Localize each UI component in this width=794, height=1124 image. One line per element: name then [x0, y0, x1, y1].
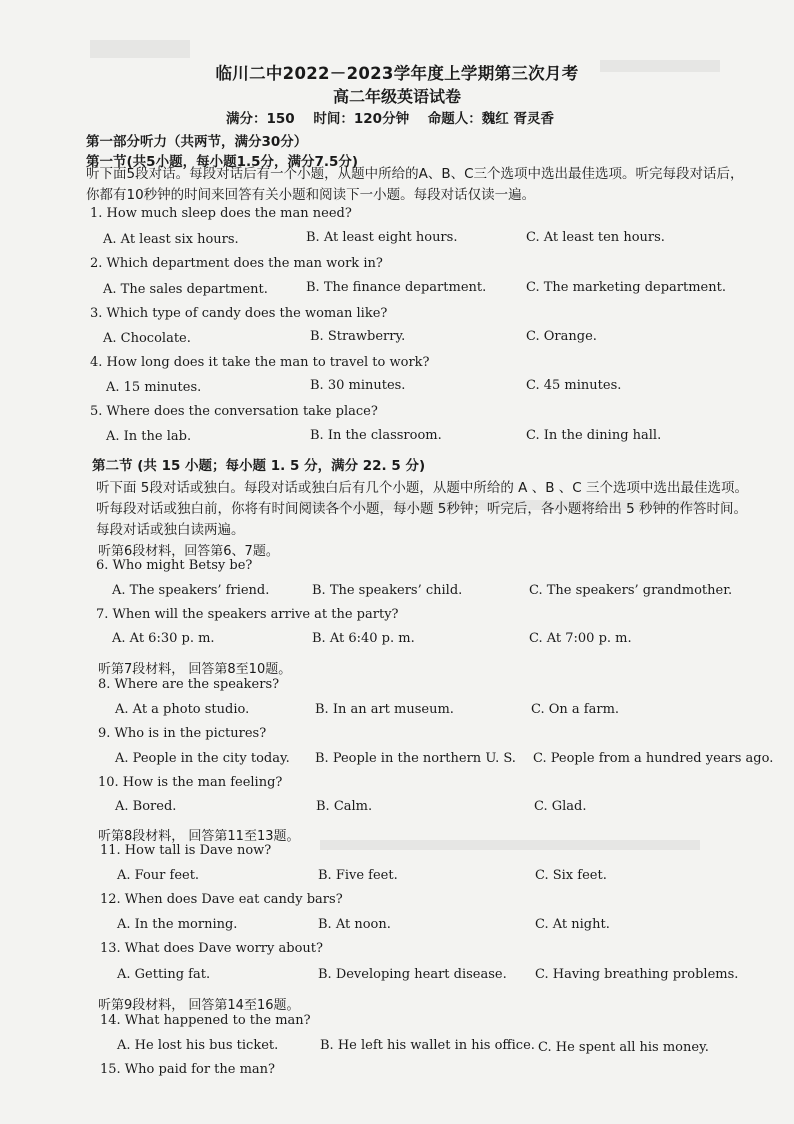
- option-c: C. Having breathing problems.: [535, 967, 739, 982]
- option-b: B. At 6:40 p. m.: [312, 631, 415, 646]
- option-c: C. Glad.: [534, 799, 587, 814]
- material-note: 听第9段材料， 回答第14至16题。: [98, 998, 300, 1013]
- option-a: A. People in the city today.: [115, 751, 290, 766]
- question-8: 8. Where are the speakers?: [98, 677, 280, 692]
- option-b: B. At least eight hours.: [306, 230, 458, 245]
- option-b: B. The speakers’ child.: [312, 583, 463, 598]
- question-9: 9. Who is in the pictures?: [98, 726, 267, 741]
- option-b: B. In the classroom.: [310, 428, 442, 443]
- question-6: 6. Who might Betsy be?: [96, 558, 253, 573]
- option-c: C. The speakers’ grandmother.: [529, 583, 733, 598]
- exam-authors: 命题人：魏红 胥灵香: [427, 111, 554, 127]
- option-a: A. At 6:30 p. m.: [112, 631, 215, 646]
- option-b: B. 30 minutes.: [310, 378, 406, 393]
- material-note: 听第7段材料， 回答第8至10题。: [98, 662, 292, 677]
- option-b: B. Developing heart disease.: [318, 967, 507, 982]
- option-c: C. Orange.: [526, 329, 597, 344]
- option-b: B. Five feet.: [318, 868, 398, 883]
- option-b: B. Calm.: [316, 799, 373, 814]
- option-c: C. At night.: [535, 917, 610, 932]
- option-a: A. At a photo studio.: [115, 702, 250, 717]
- question-14: 14. What happened to the man?: [100, 1013, 311, 1028]
- scan-smudge: [90, 40, 190, 58]
- option-b: B. People in the northern U. S.: [315, 751, 516, 766]
- option-c: C. The marketing department.: [526, 280, 726, 295]
- option-c: C. 45 minutes.: [526, 378, 622, 393]
- option-c: C. Six feet.: [535, 868, 607, 883]
- question-1: 1. How much sleep does the man need?: [90, 206, 352, 221]
- option-b: B. In an art museum.: [315, 702, 454, 717]
- option-a: A. Chocolate.: [103, 331, 191, 346]
- option-a: A. 15 minutes.: [106, 380, 202, 395]
- question-12: 12. When does Dave eat candy bars?: [100, 892, 343, 907]
- exam-time: 时间：120分钟: [313, 111, 410, 127]
- material-note: 听第8段材料， 回答第11至13题。: [98, 829, 300, 844]
- option-a: A. At least six hours.: [103, 232, 239, 247]
- section1-heading: 第一节(共5小题，每小题1.5分，满分7.5分): [86, 154, 359, 170]
- question-7: 7. When will the speakers arrive at the party?: [96, 607, 399, 622]
- option-a: A. He lost his bus ticket.: [117, 1038, 279, 1053]
- question-3: 3. Which type of candy does the woman like?: [90, 306, 388, 321]
- section2-heading: 第二节 (共 15 小题；每小题 1. 5 分，满分 22. 5 分): [92, 458, 426, 474]
- question-15: 15. Who paid for the man?: [100, 1062, 276, 1077]
- question-13: 13. What does Dave worry about?: [100, 941, 323, 956]
- exam-subtitle: 高二年级英语试卷: [332, 87, 461, 106]
- material-note: 听第6段材料，回答第6、7题。: [98, 544, 279, 559]
- option-a: A. Bored.: [115, 799, 177, 814]
- option-a: A. In the lab.: [106, 429, 192, 444]
- section2-instructions: 听下面 5段对话或独白。每段对话或独白后有几个小题，从题中所给的 A 、B 、C 三个选项中选出最佳选项。听每段对话或独白前，你将有时间阅读各个小题，每小题 5秒钟；听完后，各小题将给出 5 秒钟的作答时间。每段对话或独白读两遍。: [96, 480, 748, 538]
- option-a: A. Four feet.: [117, 868, 200, 883]
- option-b: B. Strawberry.: [310, 329, 406, 344]
- option-a: A. Getting fat.: [117, 967, 211, 982]
- question-10: 10. How is the man feeling?: [98, 775, 283, 790]
- option-a: A. The speakers’ friend.: [112, 583, 270, 598]
- question-5: 5. Where does the conversation take place?: [90, 404, 378, 419]
- option-b: B. He left his wallet in his office.: [320, 1038, 535, 1053]
- question-4: 4. How long does it take the man to travel to work?: [90, 355, 430, 370]
- option-b: B. At noon.: [318, 917, 391, 932]
- option-a: A. The sales department.: [103, 282, 268, 297]
- section1-instructions: 听下面5段对话。每段对话后有一个小题，从题中所给的A、B、C三个选项中选出最佳选项。听完每段对话后，你都有10秒钟的时间来回答有关小题和阅读下一小题。每段对话仅读一遍。: [86, 166, 744, 203]
- exam-title: 临川二中2022－2023学年度上学期第三次月考: [215, 64, 579, 83]
- option-c: C. In the dining hall.: [526, 428, 662, 443]
- exam-meta: [226, 107, 568, 127]
- question-11: 11. How tall is Dave now?: [100, 843, 272, 858]
- full-score: 满分：150: [226, 111, 295, 127]
- option-b: B. The finance department.: [306, 280, 487, 295]
- scan-smudge: [320, 840, 700, 850]
- option-c: C. At least ten hours.: [526, 230, 665, 245]
- part1-heading: 第一部分听力（共两节，满分30分）: [86, 134, 308, 150]
- option-a: A. In the morning.: [117, 917, 238, 932]
- option-c: C. At 7:00 p. m.: [529, 631, 632, 646]
- option-c: C. On a farm.: [531, 702, 620, 717]
- option-c: C. People from a hundred years ago.: [533, 751, 774, 766]
- question-2: 2. Which department does the man work in?: [90, 256, 383, 271]
- option-c: C. He spent all his money.: [538, 1040, 709, 1055]
